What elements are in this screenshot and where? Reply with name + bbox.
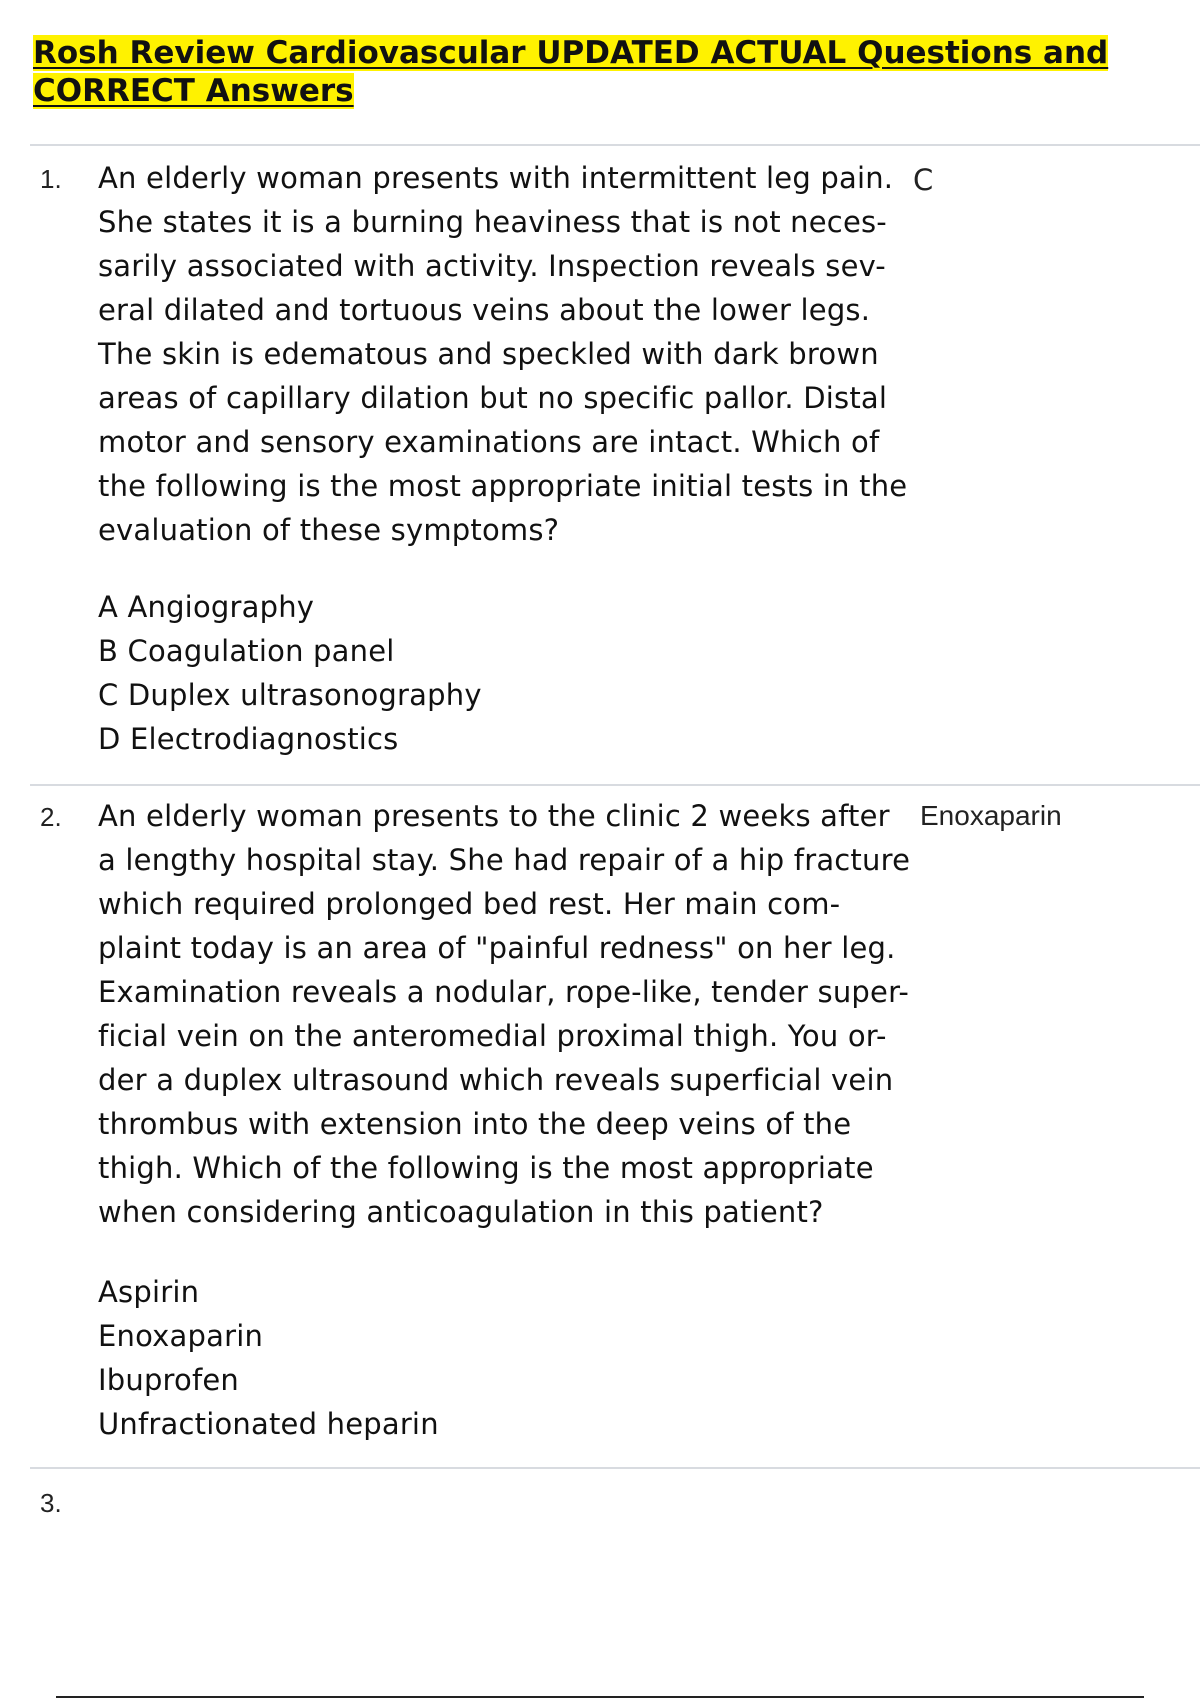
question-number: 3. <box>40 1488 62 1518</box>
correct-answer: C <box>913 163 934 197</box>
answer-choice: Enoxaparin <box>98 1319 264 1353</box>
divider <box>30 784 1200 786</box>
question-text: An elderly woman presents with intermittent leg pain. She states it is a burning heaviness that is not neces- sarily associated with activity. Inspection reveals sev- eral dilated and tortuous veins about the lower legs. The skin is edematous and speckled with dark brown areas of capillary dilation but no specific pallor. Distal motor and sensory examinations are intact. Which of the following is the most appropriate initial tests in the evaluation of these symptoms? <box>98 161 908 547</box>
question-text: An elderly woman presents to the clinic 2 weeks after a lengthy hospital stay. She had repair of a hip fracture which required prolonged bed rest. Her main com- plaint today is an area of "painful redness" on her leg. Examination reveals a nodular, rope-like, tender super- ficial vein on the anteromedial proximal thigh. You or- der a duplex ultrasound which reveals superficial vein thrombus with extension into the deep veins of the thigh. Which of the following is the most appropriate when considering anticoagulation in this patient? <box>98 799 911 1229</box>
document-title-text: Rosh Review Cardiovascular UPDATED ACTUAL Questions and CORRECT Answers <box>33 35 1109 109</box>
question-number: 1. <box>40 164 62 194</box>
correct-answer: Enoxaparin <box>920 800 1062 831</box>
question-number: 2. <box>40 802 62 832</box>
answer-choice: A Angiography <box>98 590 315 624</box>
answer-choices <box>98 585 482 761</box>
divider <box>30 1467 1200 1469</box>
answer-choice: Ibuprofen <box>98 1363 240 1397</box>
answer-choice: C Duplex ultrasonography <box>98 678 482 712</box>
answer-choice: B Coagulation panel <box>98 634 395 668</box>
answer-choice: Unfractionated heparin <box>98 1407 439 1441</box>
answer-choices <box>98 1270 439 1446</box>
footer-rule <box>56 1696 1144 1698</box>
answer-choice: D Electrodiagnostics <box>98 722 399 756</box>
answer-choice: Aspirin <box>98 1275 200 1309</box>
divider <box>30 144 1200 146</box>
document-title <box>33 34 1183 110</box>
